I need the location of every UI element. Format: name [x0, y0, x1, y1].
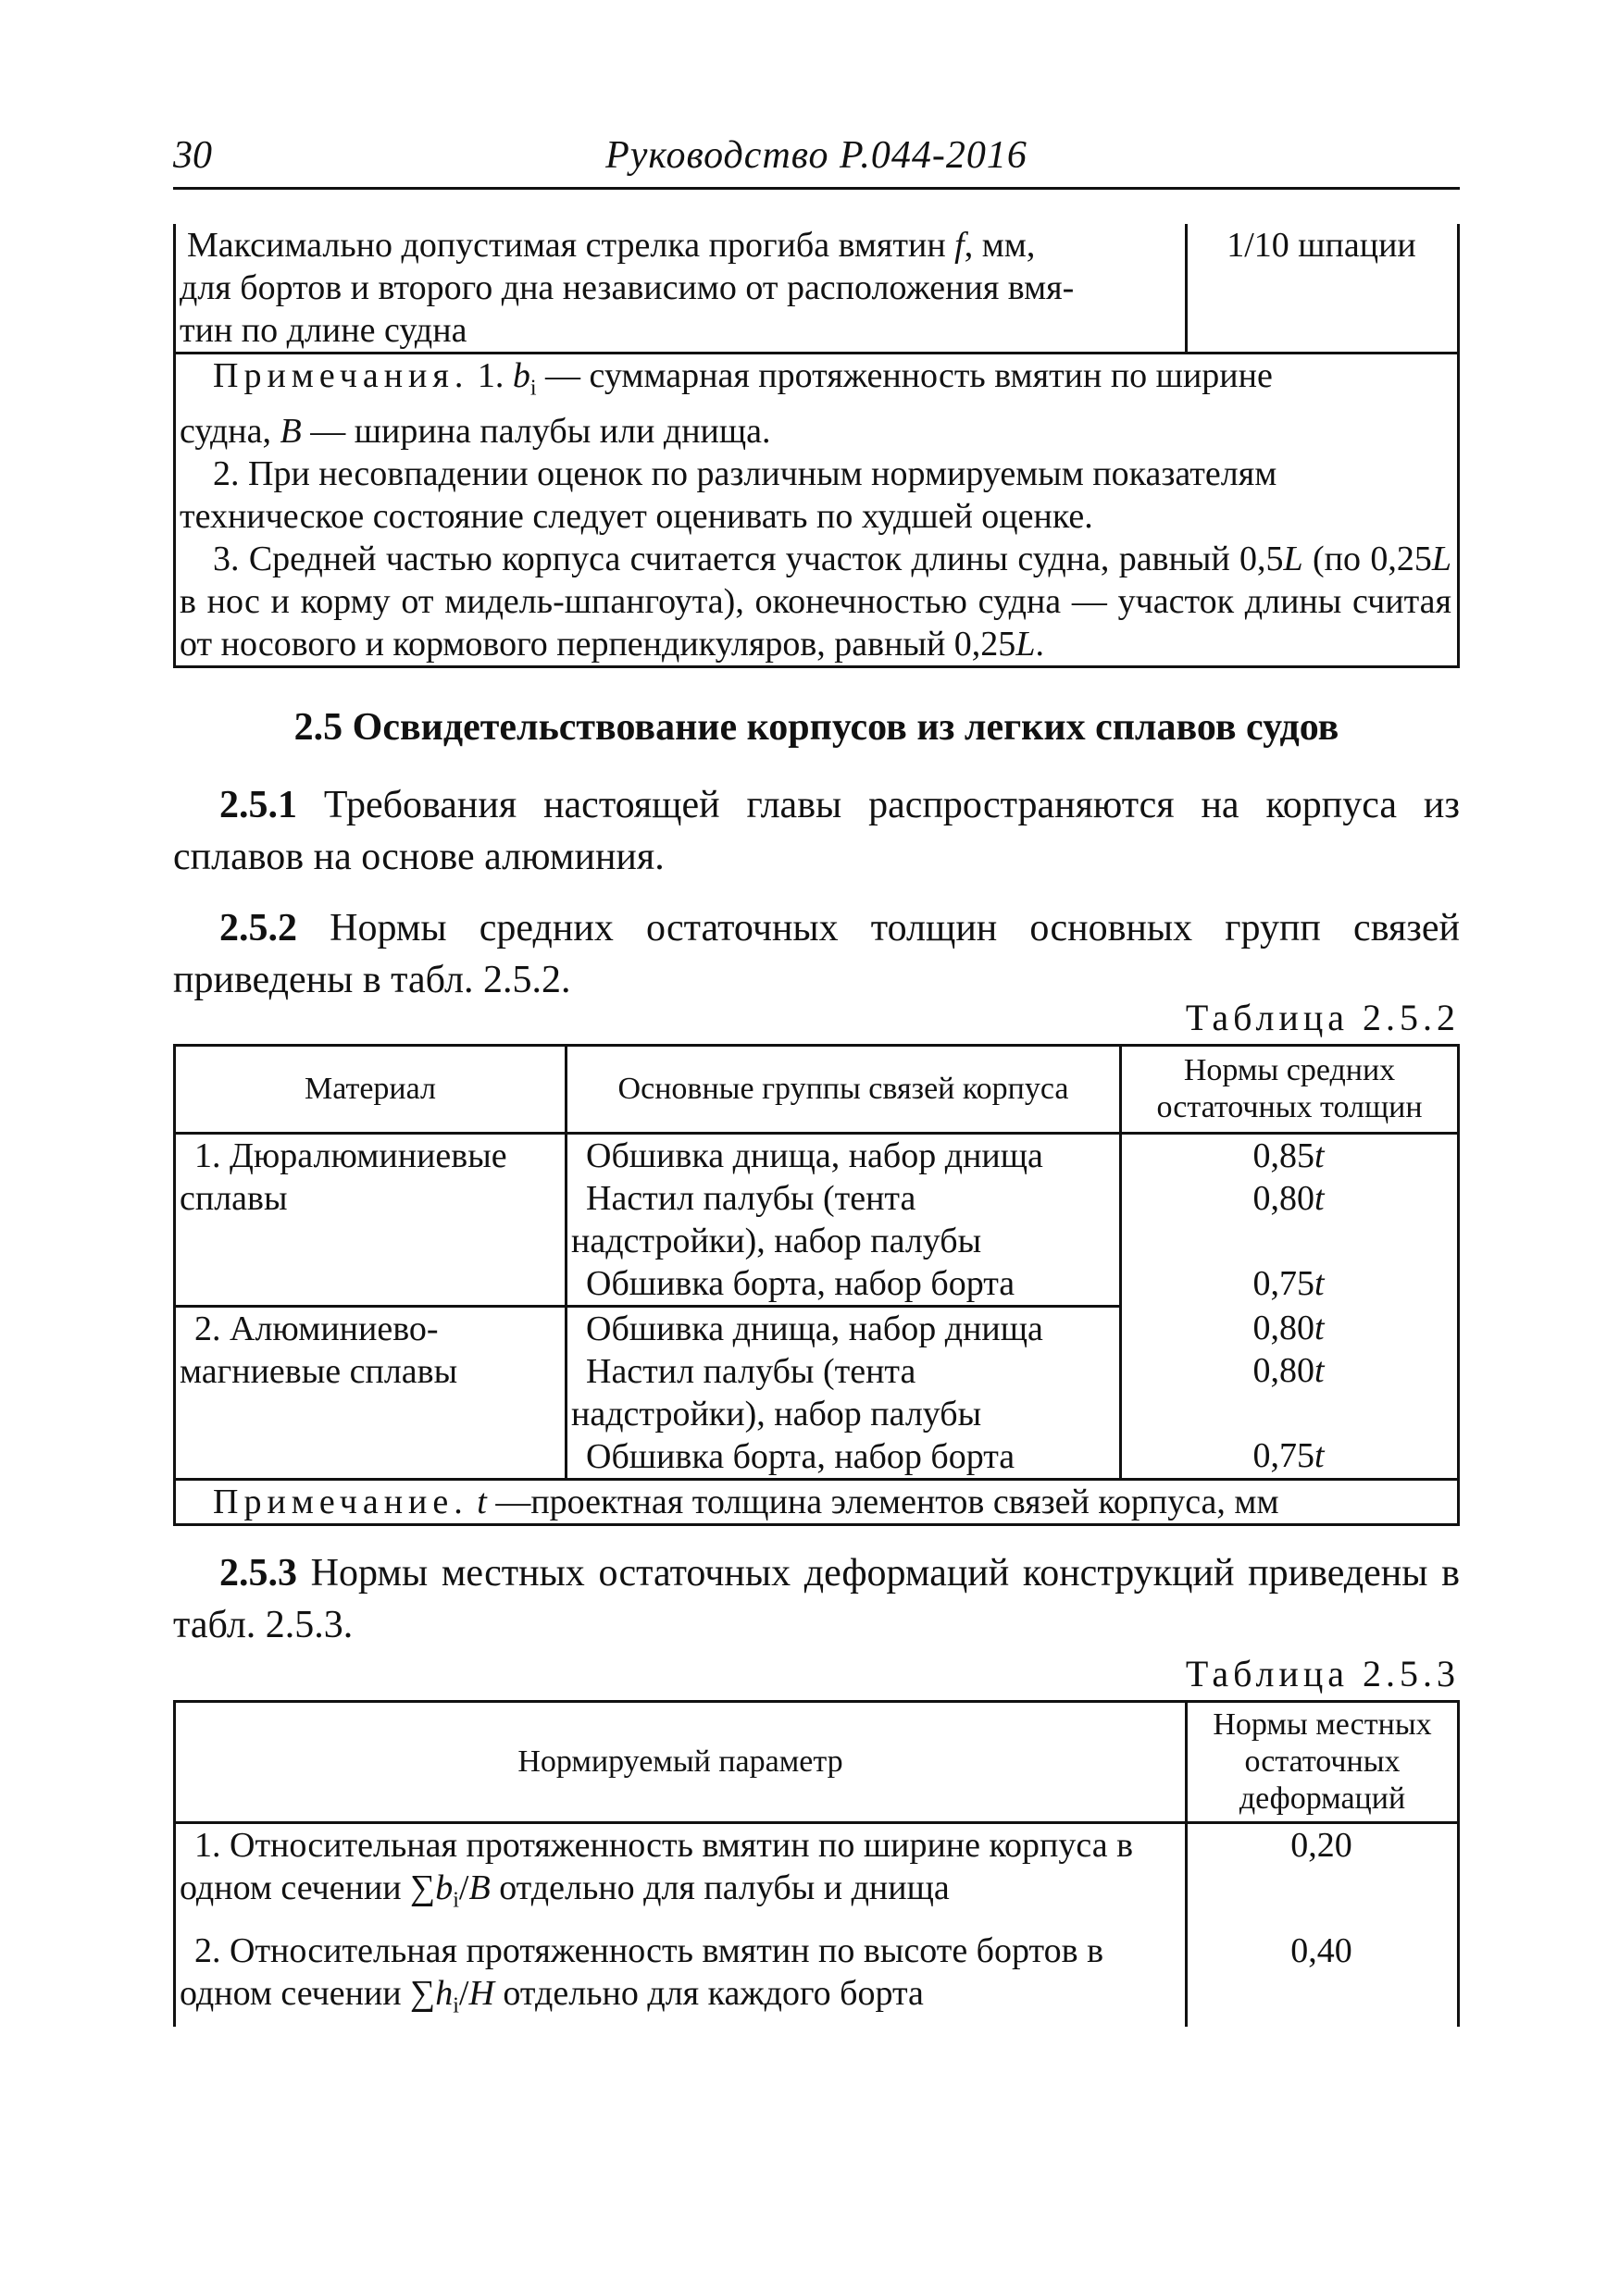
paragraph-2-5-3: 2.5.3 Нормы местных остаточных деформаций конструкций приведены в табл. 2.5.3. — [173, 1552, 1460, 1646]
notes-row — [175, 354, 1459, 667]
parameter-text-end: , мм, — [964, 226, 1036, 265]
paragraph-2-5-2: 2.5.2 Нормы средних остаточных толщин основных групп связей приведены в табл. 2.5.2. — [173, 907, 1460, 1001]
groups-cell: Обшивка днища, набор днища Настил палубы (тента надстройки), набор палубы Обшивка борта, набор борта — [567, 1307, 1121, 1480]
page-number: 30 — [173, 134, 212, 177]
parameter-cell — [175, 224, 1187, 354]
table-header-row — [175, 1046, 1459, 1134]
norm-value-cell: 0,40 — [1187, 1922, 1459, 2028]
note-3: 3. Средней частью корпуса считается участок длины судна, равный 0,5L (по 0,25L в нос и корму от мидель-шпангоута), оконечностью судна — участок длины считая от носового и кормового перпендикуляров, равный 0,25L. — [180, 539, 1451, 664]
table-row — [175, 1823, 1459, 1922]
groups-cell: Обшивка днища, набор днища Настил палубы (тента надстройки), набор палубы Обшивка борта, набор борта — [567, 1134, 1121, 1307]
table-2-5-3 — [173, 1700, 1460, 2027]
notes-label: Примечания. — [213, 356, 469, 395]
parameter-text: Максимально допустимая стрелка прогиба вмятин — [187, 226, 955, 265]
table-2-5-2 — [173, 1044, 1460, 1526]
table-row — [175, 1134, 1459, 1307]
document-title: Руководство Р.044-2016 — [605, 134, 1027, 177]
header-norms: Нормы местных остаточных деформаций — [1187, 1702, 1459, 1823]
parameter-text-line3: тин по длине судна — [180, 311, 467, 350]
note-2: 2. При несовпадении оценок по различным нормируемым показателям техническое состояние следует оценивать по худшей оценке. — [180, 453, 1277, 536]
material-cell: 2. Алюминиево-магниевые сплавы — [175, 1307, 567, 1480]
header-material: Материал — [175, 1046, 567, 1134]
norms-cell: 0,85t 0,80t 0,75t — [1121, 1134, 1459, 1307]
section-heading: 2.5 Освидетельствование корпусов из легких сплавов судов — [293, 706, 1339, 749]
table-row — [175, 1922, 1459, 2028]
norm-value-cell: 0,20 — [1187, 1823, 1459, 1922]
header-groups: Основные группы связей корпуса — [567, 1046, 1121, 1134]
parameter-text-line2: для бортов и второго дна независимо от расположения вмя- — [180, 268, 1075, 307]
parameter-cell: 1. Относительная протяженность вмятин по ширине корпуса в одном сечении $\sum b_i/B$ отдельно для палубы и днища — [175, 1823, 1187, 1922]
running-header — [173, 130, 1460, 190]
note-1: Примечания. 1. $b_i$ — суммарная протяженность вмятин по ширине судна, B — ширина палубы или днища. — [180, 356, 1273, 451]
table-2-5-3-caption: Таблица 2.5.3 — [1185, 1653, 1460, 1694]
table-note-row — [175, 1480, 1459, 1525]
paragraph-2-5-1: 2.5.1 Требования настоящей главы распространяются на корпуса из сплавов на основе алюминия. — [173, 784, 1460, 878]
material-cell: 1. Дюралюминиевые сплавы — [175, 1134, 567, 1307]
parameter-cell: 2. Относительная протяженность вмятин по высоте бортов в одном сечении $\sum h_i/H$ отдельно для каждого борта — [175, 1922, 1187, 2028]
table-row — [175, 224, 1459, 354]
norms-cell: 0,80t 0,80t 0,75t — [1121, 1307, 1459, 1480]
header-norms: Нормы средних остаточных толщин — [1121, 1046, 1459, 1134]
notes-cell — [175, 354, 1459, 667]
table-note-cell: Примечание. t —проектная толщина элементов связей корпуса, мм — [175, 1480, 1459, 1525]
variable-f: f — [954, 226, 965, 265]
header-parameter: Нормируемый параметр — [175, 1702, 1187, 1823]
value-cell: 1/10 шпации — [1187, 224, 1459, 354]
table-2-5-2-caption: Таблица 2.5.2 — [1185, 997, 1460, 1038]
continued-table — [173, 224, 1460, 668]
note-label: Примечание. — [213, 1483, 468, 1521]
table-row — [175, 1307, 1459, 1480]
table-header-row — [175, 1702, 1459, 1823]
